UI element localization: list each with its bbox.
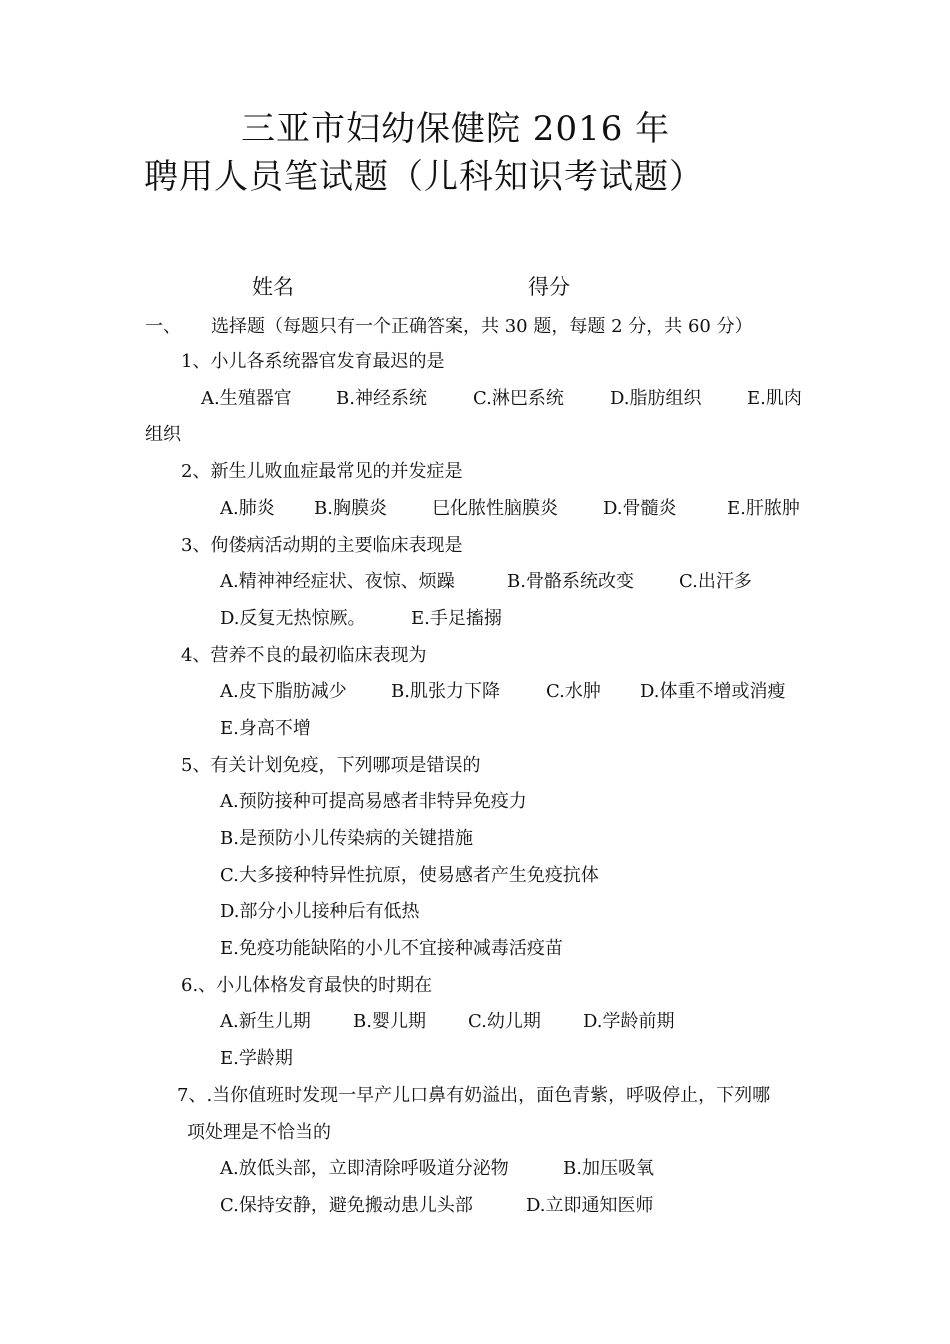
question-4-option-b: B.肌张力下降 xyxy=(391,681,500,702)
question-1-option-e-wrap: 组织 xyxy=(145,424,181,445)
title-line-1: 三亚市妇幼保健院 2016 年 xyxy=(241,109,671,149)
question-7-stem: 7、.当你值班时发现一早产儿口鼻有奶溢出，面色青紫，呼吸停止，下列哪 xyxy=(177,1085,771,1106)
question-4-option-e: E.身高不增 xyxy=(220,718,311,739)
question-4-stem: 4、营养不良的最初临床表现为 xyxy=(181,645,427,666)
question-1-option-b: B.神经系统 xyxy=(336,388,427,409)
question-5-option-e: E.免疫功能缺陷的小儿不宜接种减毒活疫苗 xyxy=(220,938,563,959)
question-7-option-a: A.放低头部，立即清除呼吸道分泌物 xyxy=(220,1158,509,1179)
question-7-option-d: D.立即通知医师 xyxy=(526,1195,654,1216)
question-3-stem: 3、佝偻病活动期的主要临床表现是 xyxy=(181,535,463,556)
question-6-option-b: B.婴儿期 xyxy=(353,1011,426,1032)
question-7-option-b: B.加压吸氧 xyxy=(563,1158,654,1179)
question-1-option-d: D.脂肪组织 xyxy=(610,388,702,409)
question-3-option-d: D.反复无热惊厥。 xyxy=(220,608,366,629)
question-3-option-b: B.骨骼系统改变 xyxy=(507,571,634,592)
question-3-option-e: E.手足搐搦 xyxy=(411,608,502,629)
question-6-option-e: E.学龄期 xyxy=(220,1048,293,1069)
question-5-option-b: B.是预防小儿传染病的关键措施 xyxy=(220,828,473,849)
question-4-option-d: D.体重不增或消瘦 xyxy=(640,681,786,702)
question-5-option-c: C.大多接种特异性抗原，使易感者产生免疫抗体 xyxy=(220,865,599,886)
question-7-option-c: C.保持安静，避免搬动患儿头部 xyxy=(220,1195,473,1216)
question-4-option-c: C.水肿 xyxy=(546,681,601,702)
question-2-option-a: A.肺炎 xyxy=(220,498,275,519)
question-6-option-a: A.新生儿期 xyxy=(220,1011,311,1032)
title-line-2: 聘用人员笔试题（儿科知识考试题） xyxy=(144,157,704,197)
question-2-option-b: B.胸膜炎 xyxy=(314,498,387,519)
question-5-option-d: D.部分小儿接种后有低热 xyxy=(220,901,420,922)
section-heading: 选择题（每题只有一个正确答案，共 30 题，每题 2 分，共 60 分） xyxy=(211,316,753,337)
question-6-option-d: D.学龄前期 xyxy=(583,1011,675,1032)
name-label: 姓名 xyxy=(252,275,294,299)
question-1-option-c: C.淋巴系统 xyxy=(473,388,564,409)
score-label: 得分 xyxy=(528,275,570,299)
question-6-option-c: C.幼儿期 xyxy=(468,1011,541,1032)
question-1-option-a: A.生殖器官 xyxy=(201,388,292,409)
question-1-stem: 1、小儿各系统器官发育最迟的是 xyxy=(181,351,445,372)
question-3-option-c: C.出汗多 xyxy=(679,571,752,592)
question-4-option-a: A.皮下脂肪减少 xyxy=(220,681,347,702)
question-1-option-e: E.肌肉 xyxy=(747,388,802,409)
question-3-option-a: A.精神神经症状、夜惊、烦躁 xyxy=(220,571,455,592)
question-2-option-c: 巳化脓性脑膜炎 xyxy=(432,498,558,519)
question-2-option-e: E.肝脓肿 xyxy=(727,498,800,519)
section-number: 一、 xyxy=(145,316,181,337)
question-6-stem: 6.、小儿体格发育最快的时期在 xyxy=(181,975,433,996)
question-7-stem-wrap: 项处理是不恰当的 xyxy=(187,1122,331,1143)
question-2-stem: 2、新生儿败血症最常见的并发症是 xyxy=(181,461,463,482)
question-2-option-d: D.骨髓炎 xyxy=(603,498,677,519)
question-5-option-a: A.预防接种可提高易感者非特异免疫力 xyxy=(220,791,527,812)
question-5-stem: 5、有关计划免疫，下列哪项是错误的 xyxy=(181,755,481,776)
